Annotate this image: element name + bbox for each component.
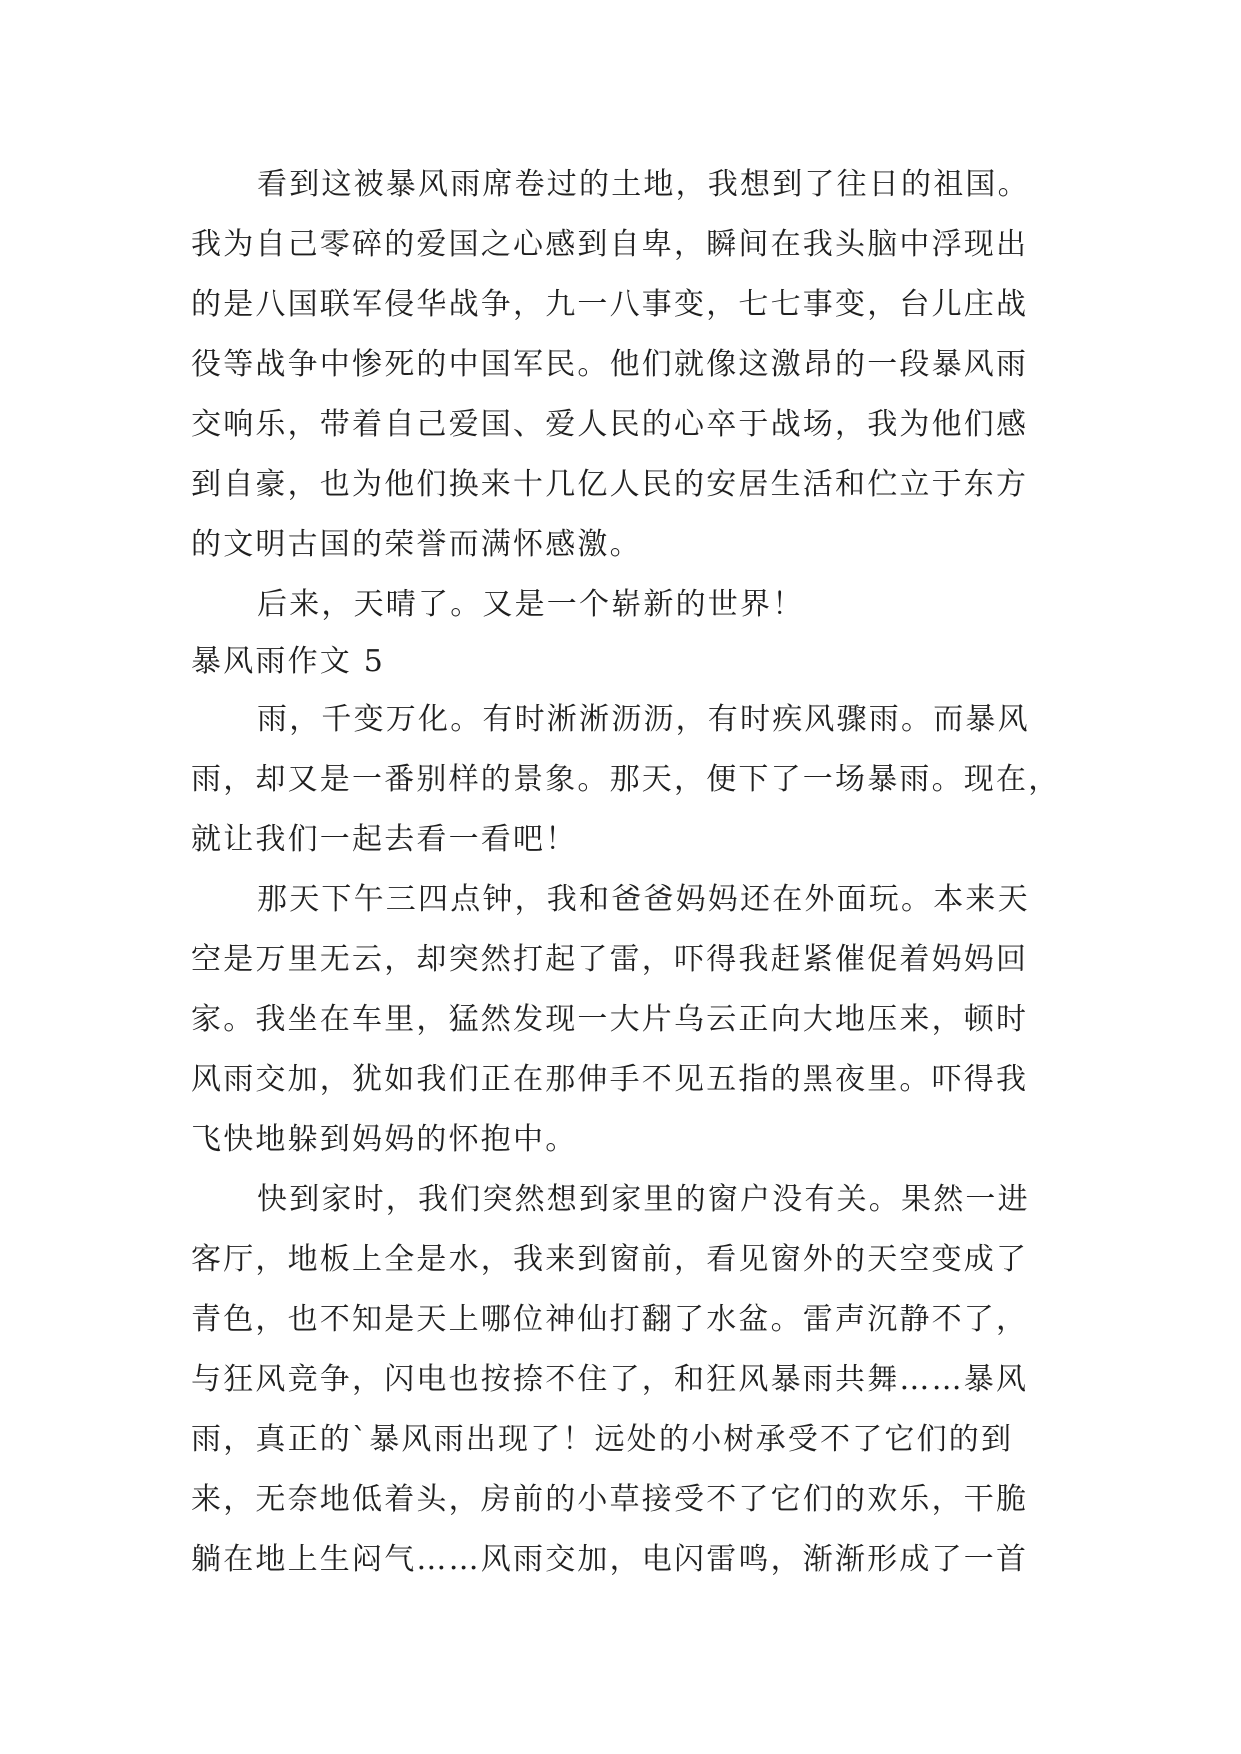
paragraph-line: 快到家时，我们突然想到家里的窗户没有关。果然一进 bbox=[257, 1182, 1030, 1217]
paragraph-line: 的文明古国的荣誉而满怀感激。 bbox=[191, 527, 642, 562]
paragraph-line: 青色，也不知是天上哪位神仙打翻了水盆。雷声沉静不了， bbox=[191, 1302, 1029, 1337]
paragraph-line: 与狂风竞争，闪电也按捺不住了，和狂风暴雨共舞……暴风 bbox=[191, 1362, 1029, 1397]
section-heading: 暴风雨作文 5 bbox=[191, 644, 386, 679]
paragraph-line: 风雨交加，犹如我们正在那伸手不见五指的黑夜里。吓得我 bbox=[191, 1062, 1029, 1097]
paragraph-line: 空是万里无云，却突然打起了雷，吓得我赶紧催促着妈妈回 bbox=[191, 942, 1029, 977]
paragraph-line: 看到这被暴风雨席卷过的土地，我想到了往日的祖国。 bbox=[257, 167, 1030, 202]
paragraph-line: 来，无奈地低着头，房前的小草接受不了它们的欢乐，干脆 bbox=[191, 1482, 1029, 1517]
paragraph-line: 躺在地上生闷气……风雨交加，电闪雷鸣，渐渐形成了一首 bbox=[191, 1542, 1029, 1577]
paragraph-line: 我为自己零碎的爱国之心感到自卑，瞬间在我头脑中浮现出 bbox=[191, 227, 1029, 262]
paragraph-line: 那天下午三四点钟，我和爸爸妈妈还在外面玩。本来天 bbox=[257, 882, 1030, 917]
paragraph-line: 雨，千变万化。有时淅淅沥沥，有时疾风骤雨。而暴风 bbox=[257, 702, 1030, 737]
paragraph-line: 客厅，地板上全是水，我来到窗前，看见窗外的天空变成了 bbox=[191, 1242, 1029, 1277]
paragraph-line: 到自豪，也为他们换来十几亿人民的安居生活和伫立于东方 bbox=[191, 467, 1029, 502]
paragraph-line: 交响乐，带着自己爱国、爱人民的心卒于战场，我为他们感 bbox=[191, 407, 1029, 442]
paragraph-line: 雨，真正的`暴风雨出现了！远处的小树承受不了它们的到 bbox=[191, 1422, 1014, 1457]
paragraph-line: 飞快地躲到妈妈的怀抱中。 bbox=[191, 1122, 578, 1157]
paragraph-line: 家。我坐在车里，猛然发现一大片乌云正向大地压来，顿时 bbox=[191, 1002, 1029, 1037]
paragraph-line: 雨，却又是一番别样的景象。那天，便下了一场暴雨。现在， bbox=[191, 762, 1061, 797]
paragraph-line: 役等战争中惨死的中国军民。他们就像这激昂的一段暴风雨 bbox=[191, 347, 1029, 382]
paragraph-line: 就让我们一起去看一看吧！ bbox=[191, 822, 578, 857]
paragraph-line: 后来，天晴了。又是一个崭新的世界！ bbox=[257, 587, 805, 622]
paragraph-line: 的是八国联军侵华战争，九一八事变，七七事变，台儿庄战 bbox=[191, 287, 1029, 322]
